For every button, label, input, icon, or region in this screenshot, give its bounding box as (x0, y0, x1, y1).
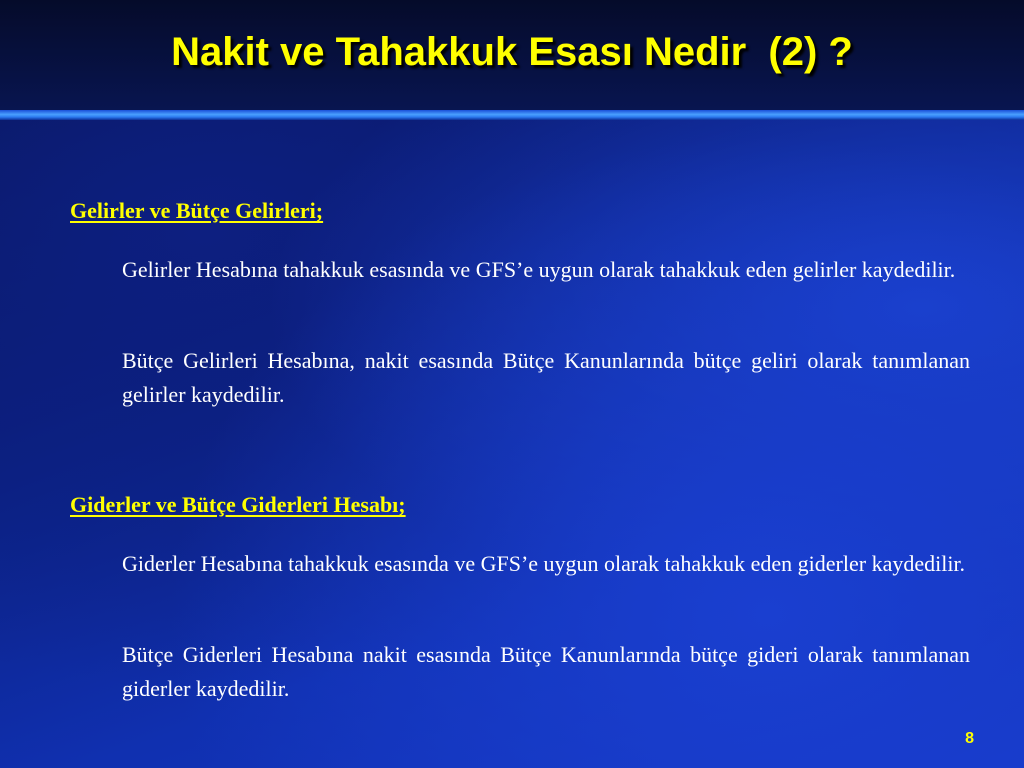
slide-title: Nakit ve Tahakkuk Esası Nedir (2) ? (171, 30, 853, 74)
section-heading-revenues: Gelirler ve Bütçe Gelirleri; (70, 198, 324, 223)
page-number: 8 (965, 730, 974, 747)
paragraph-budget-expenses-cash: Bütçe Giderleri Hesabına nakit esasında Bütçe Kanunlarında bütçe gideri olarak tanımlanan giderler kaydedilir. (122, 642, 970, 701)
section-heading-expenses: Giderler ve Bütçe Giderleri Hesabı; (70, 492, 406, 517)
paragraph-revenues-accrual: Gelirler Hesabına tahakkuk esasında ve GFS’e uygun olarak tahakkuk eden gelirler kaydedilir. (122, 257, 956, 282)
title-divider (0, 110, 1024, 120)
paragraph-budget-revenues-cash: Bütçe Gelirleri Hesabına, nakit esasında Bütçe Kanunlarında bütçe geliri olarak tanımlanan gelirler kaydedilir. (122, 348, 970, 407)
paragraph-expenses-accrual: Giderler Hesabına tahakkuk esasında ve GFS’e uygun olarak tahakkuk eden giderler kaydedilir. (122, 551, 966, 576)
